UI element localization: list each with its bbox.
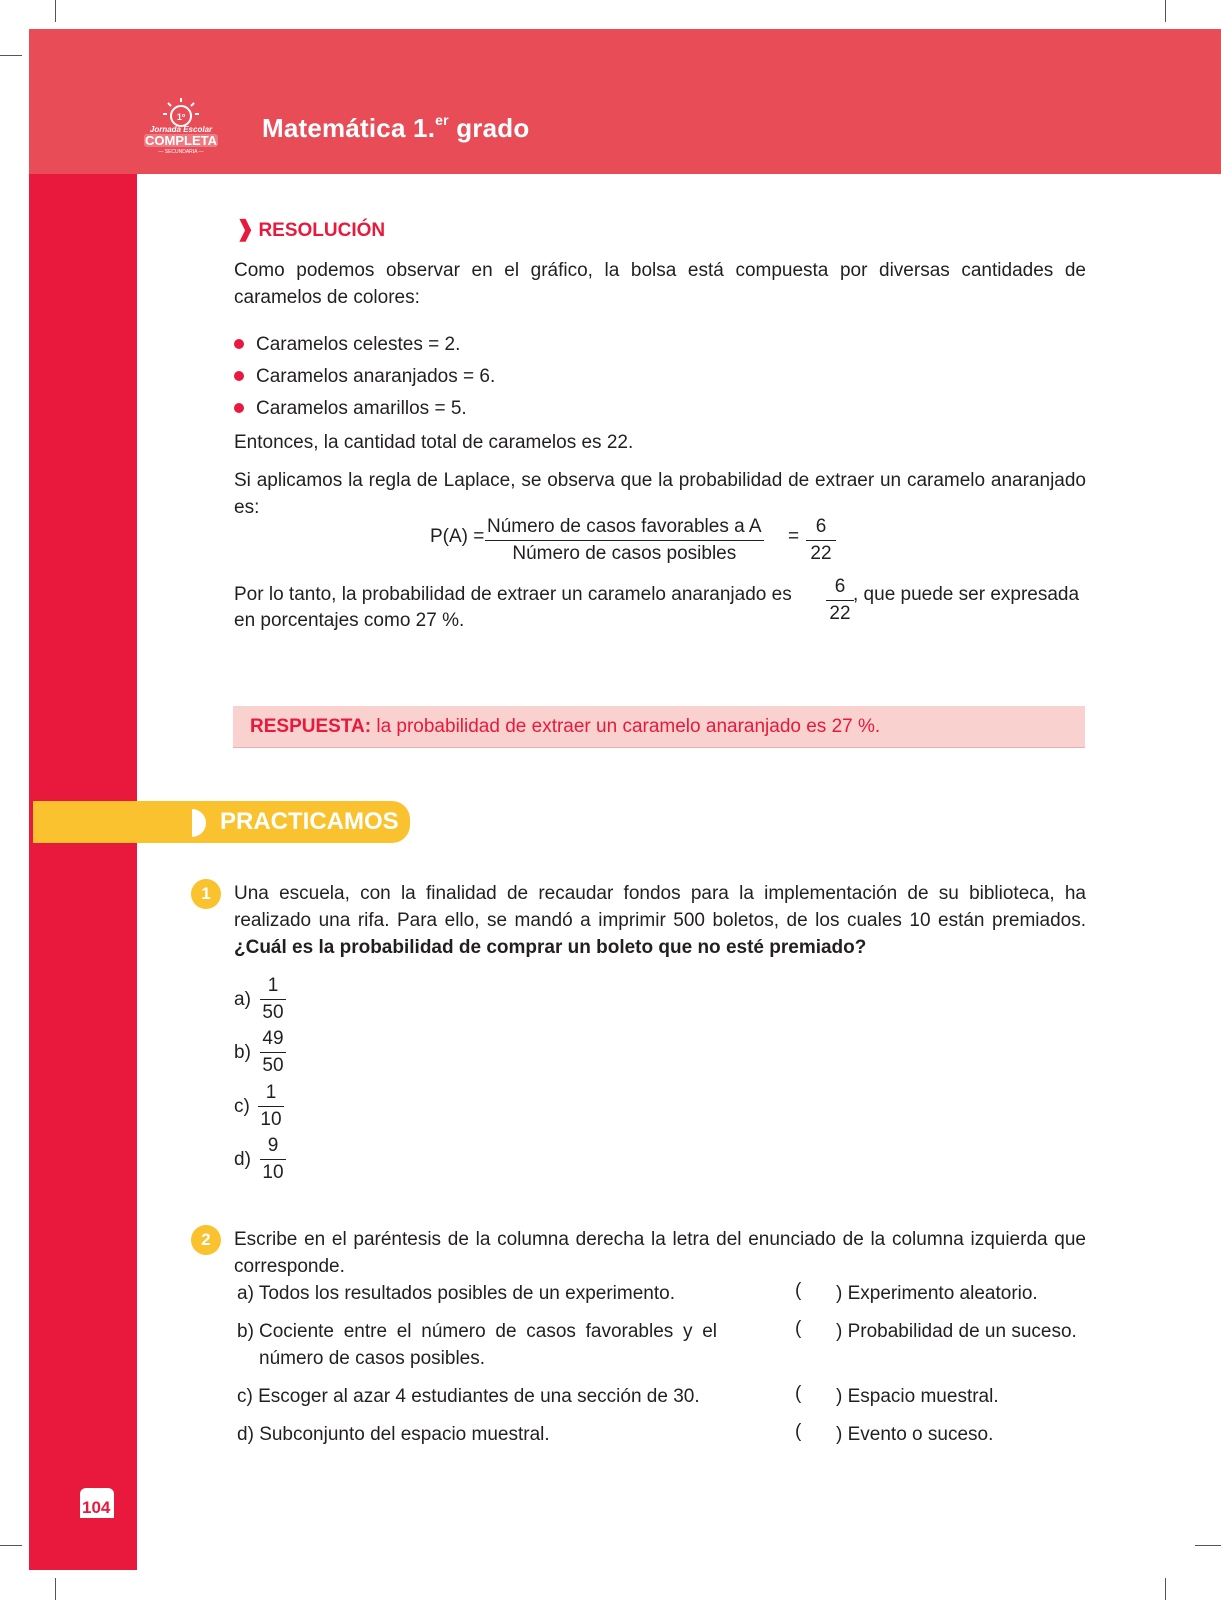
question-number-badge: 1	[191, 879, 221, 909]
section-title-resolucion: ❱ RESOLUCIÓN	[236, 216, 386, 241]
left-column-item: a) Todos los resultados posibles de un experimento.	[237, 1283, 675, 1304]
resolution-intro: Como podemos observar en el gráfico, la bolsa está compuesta por diversas cantidades de caramelos de colores:	[234, 260, 1086, 308]
svg-text:1º: 1º	[176, 112, 186, 122]
answer-label: RESPUESTA:	[250, 716, 372, 737]
question-number-badge: 2	[191, 1225, 221, 1255]
formula-value-fraction	[806, 516, 836, 565]
formula-lhs: P(A) =	[430, 526, 485, 547]
fraction-numerator: 6	[826, 576, 854, 601]
right-column-item: ) Experimento aleatorio.	[836, 1283, 1038, 1304]
crop-mark	[0, 1545, 22, 1546]
left-margin-bar	[29, 174, 137, 1570]
laplace-sentence: Si aplicamos la regla de Laplace, se observa que la probabilidad de extraer un caramelo anaranjado es:	[234, 470, 1086, 518]
bullet-icon	[234, 339, 244, 349]
question-2-text: Escribe en el paréntesis de la columna derecha la letra del enunciado de la columna izquierda que corresponde.	[234, 1229, 1086, 1277]
option-fraction: $\frac{1}{10}$	[258, 1082, 284, 1131]
svg-text:COMPLETA: COMPLETA	[145, 133, 217, 148]
crop-mark	[1165, 1578, 1166, 1600]
conclusion-text: , que puede ser expresada	[853, 584, 1080, 605]
answer-blank[interactable]: (	[795, 1421, 802, 1442]
question-1-text: Una escuela, con la finalidad de recaudar fondos para la implementación de su biblioteca, ha realizado una rifa. Para ello, se mandó a imprimir 500 boletos, de los cuales 10 están premiados. ¿Cuál es la probabilidad de comprar un boleto que no esté premiado?	[234, 883, 1086, 958]
answer-blank[interactable]: (	[795, 1383, 802, 1404]
left-column-item: c) Escoger al azar 4 estudiantes de una sección de 30.	[237, 1386, 700, 1407]
conclusion-text: Por lo tanto, la probabilidad de extraer un caramelo anaranjado es	[234, 584, 792, 605]
conclusion-fraction	[826, 576, 854, 625]
left-column-item: d) Subconjunto del espacio muestral.	[237, 1424, 550, 1445]
question-1-prompt: ¿Cuál es la probabilidad de comprar un boleto que no esté premiado?	[234, 937, 867, 958]
candy-list	[234, 328, 495, 424]
option-fraction: $\frac{1}{50}$	[260, 975, 286, 1024]
conclusion-text: en porcentajes como 27 %.	[234, 610, 465, 631]
crop-mark	[1165, 0, 1166, 22]
fraction-denominator: Número de casos posibles	[512, 543, 737, 564]
left-column-item: b) Cociente entre el número de casos favorables y el número de casos posibles.	[237, 1321, 717, 1369]
crop-mark	[55, 1578, 56, 1600]
option-fraction: $\frac{49}{50}$	[260, 1028, 286, 1077]
fraction-denominator: 22	[829, 603, 851, 624]
option-fraction: $\frac{9}{10}$	[260, 1135, 286, 1184]
right-column-item: ) Evento o suceso.	[836, 1424, 994, 1445]
answer-blank[interactable]: (	[795, 1318, 802, 1339]
answer-blank[interactable]: (	[795, 1280, 802, 1301]
crop-mark	[1195, 1545, 1221, 1546]
answer-box	[233, 706, 1085, 748]
formula-equals: =	[788, 526, 800, 547]
fraction-denominator: 22	[810, 543, 832, 564]
svg-text:— SECUNDARIA —: — SECUNDARIA —	[158, 149, 204, 155]
right-column-item: ) Espacio muestral.	[836, 1386, 999, 1407]
list-item: Caramelos celestes = 2.	[234, 328, 495, 360]
bullet-icon	[234, 371, 244, 381]
right-column-item: ) Probabilidad de un suceso.	[836, 1321, 1077, 1342]
answer-text: la probabilidad de extraer un caramelo anaranjado es 27 %.	[371, 716, 881, 737]
page-title: Matemática 1.$^{er}$ grado	[262, 112, 530, 143]
section-title-practicamos: PRACTICAMOS	[220, 808, 399, 835]
fraction-numerator: 6	[806, 516, 836, 541]
section-marker-icon: ❱	[236, 216, 255, 241]
crop-mark	[0, 55, 22, 56]
bullet-icon	[234, 403, 244, 413]
jornada-escolar-completa-logo	[140, 96, 222, 156]
total-sentence: Entonces, la cantidad total de caramelos es 22.	[234, 432, 634, 453]
list-item: Caramelos anaranjados = 6.	[234, 360, 495, 392]
formula-fraction	[485, 516, 764, 565]
fraction-numerator: Número de casos favorables a A	[485, 516, 764, 541]
page-number: 104	[82, 1498, 111, 1517]
list-item: Caramelos amarillos = 5.	[234, 392, 495, 424]
svg-text:Jornada Escolar: Jornada Escolar	[149, 125, 213, 134]
crop-mark	[55, 0, 56, 22]
